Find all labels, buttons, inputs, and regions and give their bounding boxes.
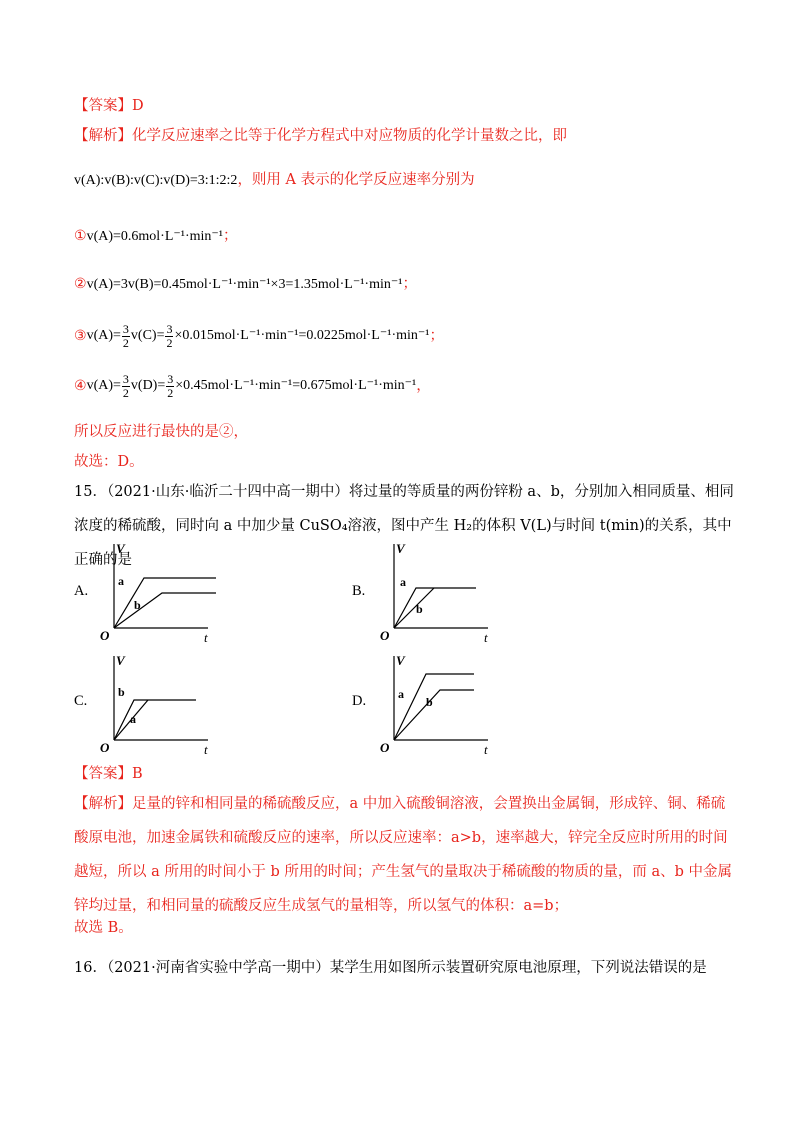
analysis-line	[74, 126, 567, 146]
t-axis-label: t	[204, 630, 208, 642]
v-axis-label: V	[116, 541, 125, 556]
v-axis-label: V	[116, 653, 125, 668]
answer-line	[74, 96, 144, 116]
analysis-paragraph	[74, 787, 734, 923]
origin-label: O	[100, 628, 110, 642]
question-stem: （2021·河南省实验中学高一期中）某学生用如图所示装置研究原电池原理，下列说法错误的是	[106, 960, 707, 976]
curve-upper	[394, 588, 476, 628]
rate-expression-mid: v(D)=	[130, 378, 166, 393]
circled-mark: ①	[74, 228, 87, 244]
curve-lower	[114, 593, 216, 628]
question-stem: （2021·山东·临沂二十四中高一期中）将过量的等质量的两份锌粉 a、b，分别加入相同质量、相同浓度的稀硫酸，同时向 a 中加少量 CuSO₄溶液，图中产生 H₂的体积 V(L)与时间 t(min)的关系，其中正确的是	[74, 484, 734, 568]
question-16	[74, 958, 707, 978]
rate-item-4	[74, 368, 431, 404]
answer-value: B	[132, 766, 143, 782]
circled-mark: ②	[74, 276, 87, 292]
analysis-label: 【解析】	[74, 128, 132, 144]
curve-upper	[114, 578, 216, 628]
t-axis-label: t	[484, 630, 488, 642]
ratio-equation: v(A):v(B):v(C):v(D)=3:1:2:2	[74, 173, 238, 188]
circled-mark: ③	[74, 328, 87, 344]
analysis-label: 【解析】	[74, 796, 132, 812]
t-axis-label: t	[484, 742, 488, 754]
item-end: ；	[223, 228, 238, 244]
origin-label: O	[380, 628, 390, 642]
curve-label-lower: a	[130, 712, 136, 726]
question-number: 16．	[74, 960, 107, 976]
rate-expression-pre: v(A)=	[86, 378, 121, 393]
ratio-after: ，则用 A 表示的化学反应速率分别为	[237, 172, 475, 188]
graph-option-d	[376, 650, 496, 754]
graph-option-c	[96, 650, 216, 754]
curve-label-upper: a	[118, 574, 124, 588]
conclusion: 所以反应进行最快的是②，	[74, 424, 248, 440]
option-label-b: B.	[352, 583, 366, 599]
choose-line: 故选：D。	[74, 454, 144, 470]
analysis-text: 足量的锌和相同量的稀硫酸反应，a 中加入硫酸铜溶液，会置换出金属铜，形成锌、铜、稀硫酸原电池，加速金属铁和硫酸反应的速率，所以反应速率：a>b，速率越大，锌完全反应时所用的时间越短，所以 a 所用的时间小于 b 所用的时间；产生氢气的量取决于稀硫酸的物质的量，而 a、b 中金属锌均过量，和相同量的硫酸反应生成氢气的量相等，所以氢气的体积：a=b；	[74, 796, 733, 914]
rate-expression-rest: ×0.45mol·L⁻¹·min⁻¹=0.675mol·L⁻¹·min⁻¹	[175, 378, 417, 393]
curve-label-upper: b	[118, 685, 125, 699]
answer-value: D	[132, 98, 144, 114]
v-axis-label: V	[396, 653, 405, 668]
rate-item-3	[74, 318, 444, 354]
graph-option-b	[376, 538, 496, 642]
t-axis-label: t	[204, 742, 208, 754]
rate-item-1	[74, 226, 238, 247]
answer-label: 【答案】	[74, 766, 132, 782]
rate-expression: v(A)=3v(B)=0.45mol·L⁻¹·min⁻¹×3=1.35mol·L⁻¹·min⁻¹	[86, 277, 403, 292]
rate-expression-mid: v(C)=	[130, 328, 165, 343]
item-end: ；	[402, 276, 417, 292]
curve-upper	[114, 700, 196, 740]
analysis-text: 化学反应速率之比等于化学方程式中对应物质的化学计量数之比，即	[132, 128, 567, 144]
ratio-line	[74, 170, 475, 191]
curve-upper	[394, 674, 474, 740]
rate-expression: v(A)=0.6mol·L⁻¹·min⁻¹	[86, 229, 224, 244]
origin-label: O	[100, 740, 110, 754]
rate-expression-rest: ×0.015mol·L⁻¹·min⁻¹=0.0225mol·L⁻¹·min⁻¹	[174, 328, 430, 343]
curve-label-lower: b	[426, 695, 433, 709]
fraction: $\frac{3}{2}$	[122, 371, 129, 400]
option-label-c: C.	[74, 693, 88, 709]
curve-label-upper: a	[400, 575, 406, 589]
curve-label-lower: b	[134, 598, 141, 612]
v-axis-label: V	[396, 541, 405, 556]
curve-lower	[394, 588, 434, 628]
answer-label: 【答案】	[74, 98, 132, 114]
curve-label-lower: b	[416, 602, 423, 616]
graph-option-a	[96, 538, 216, 642]
rate-expression-pre: v(A)=	[86, 328, 121, 343]
fraction: $\frac{3}{2}$	[166, 321, 173, 350]
choose-line: 故选 B。	[74, 920, 133, 936]
origin-label: O	[380, 740, 390, 754]
curve-label-upper: a	[398, 687, 404, 701]
question-number: 15．	[74, 484, 107, 500]
item-end: ；	[429, 328, 444, 344]
item-end: ，	[416, 378, 431, 394]
rate-item-2	[74, 274, 417, 295]
option-label-a: A.	[74, 583, 89, 599]
fraction: $\frac{3}{2}$	[122, 321, 129, 350]
option-label-d: D.	[352, 693, 367, 709]
answer-line	[74, 764, 143, 784]
circled-mark: ④	[74, 378, 87, 394]
fraction: $\frac{3}{2}$	[167, 371, 174, 400]
